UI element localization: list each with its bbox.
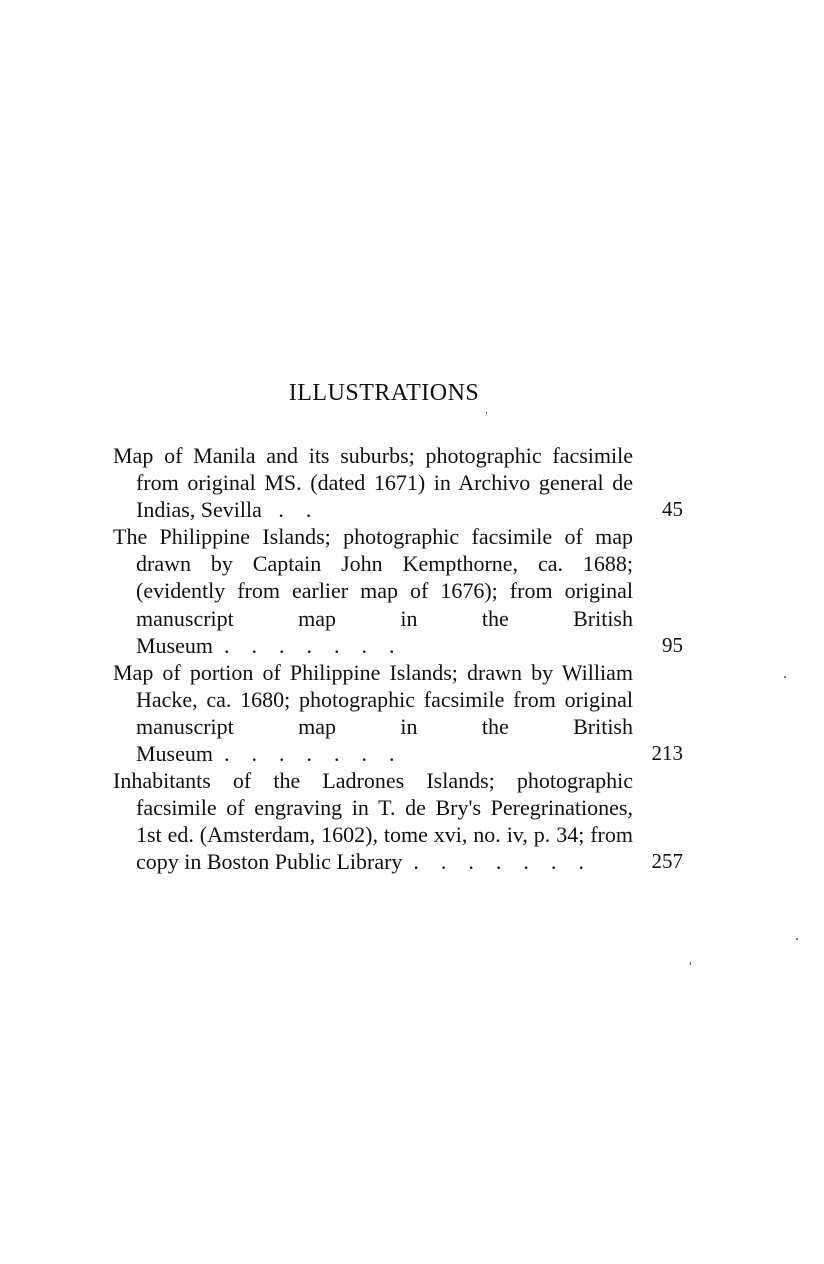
scan-speck [690,962,691,965]
illustration-caption: Map of Manila and its suburbs; photographic facsimile from original MS. (dated 1671) in Archivo general de Indias, Sevilla [113,443,633,523]
list-item [113,442,683,523]
dot-leader: . . . . . . . [402,849,584,875]
illustration-caption: Map of portion of Philippine Islands; drawn by William Hacke, ca. 1680; photographic facsimile from original manuscript map in the British Museum [113,659,633,767]
dot-leader: . . [261,497,312,523]
illustration-caption: Inhabitants of the Ladrones Islands; photographic facsimile of engraving in T. de Bry's Peregrinationes, 1st ed. (Amsterdam, 1602), tome xvi, no. iv, p. 34; from copy in Boston Public Library [113,768,633,875]
scan-speck [486,412,487,414]
page-number: 45 [662,497,683,522]
page-number: 95 [662,632,683,657]
page-number: 213 [651,741,683,766]
scan-speck [796,938,798,940]
illustration-caption: The Philippine Islands; photographic facsimile of map drawn by Captain John Kempthorne, ca. 1688; (evidently from earlier map of 1676); from original manuscript map in the British Museum [113,524,633,658]
list-item [113,659,683,767]
page-number: 257 [651,849,683,874]
list-item [113,523,683,658]
dot-leader: . . . . . . . [213,741,395,767]
illustrations-list [113,442,683,876]
scan-speck [784,676,786,678]
list-item [113,767,683,875]
dot-leader: . . . . . . . [213,632,395,658]
page-title: ILLUSTRATIONS [288,380,480,406]
